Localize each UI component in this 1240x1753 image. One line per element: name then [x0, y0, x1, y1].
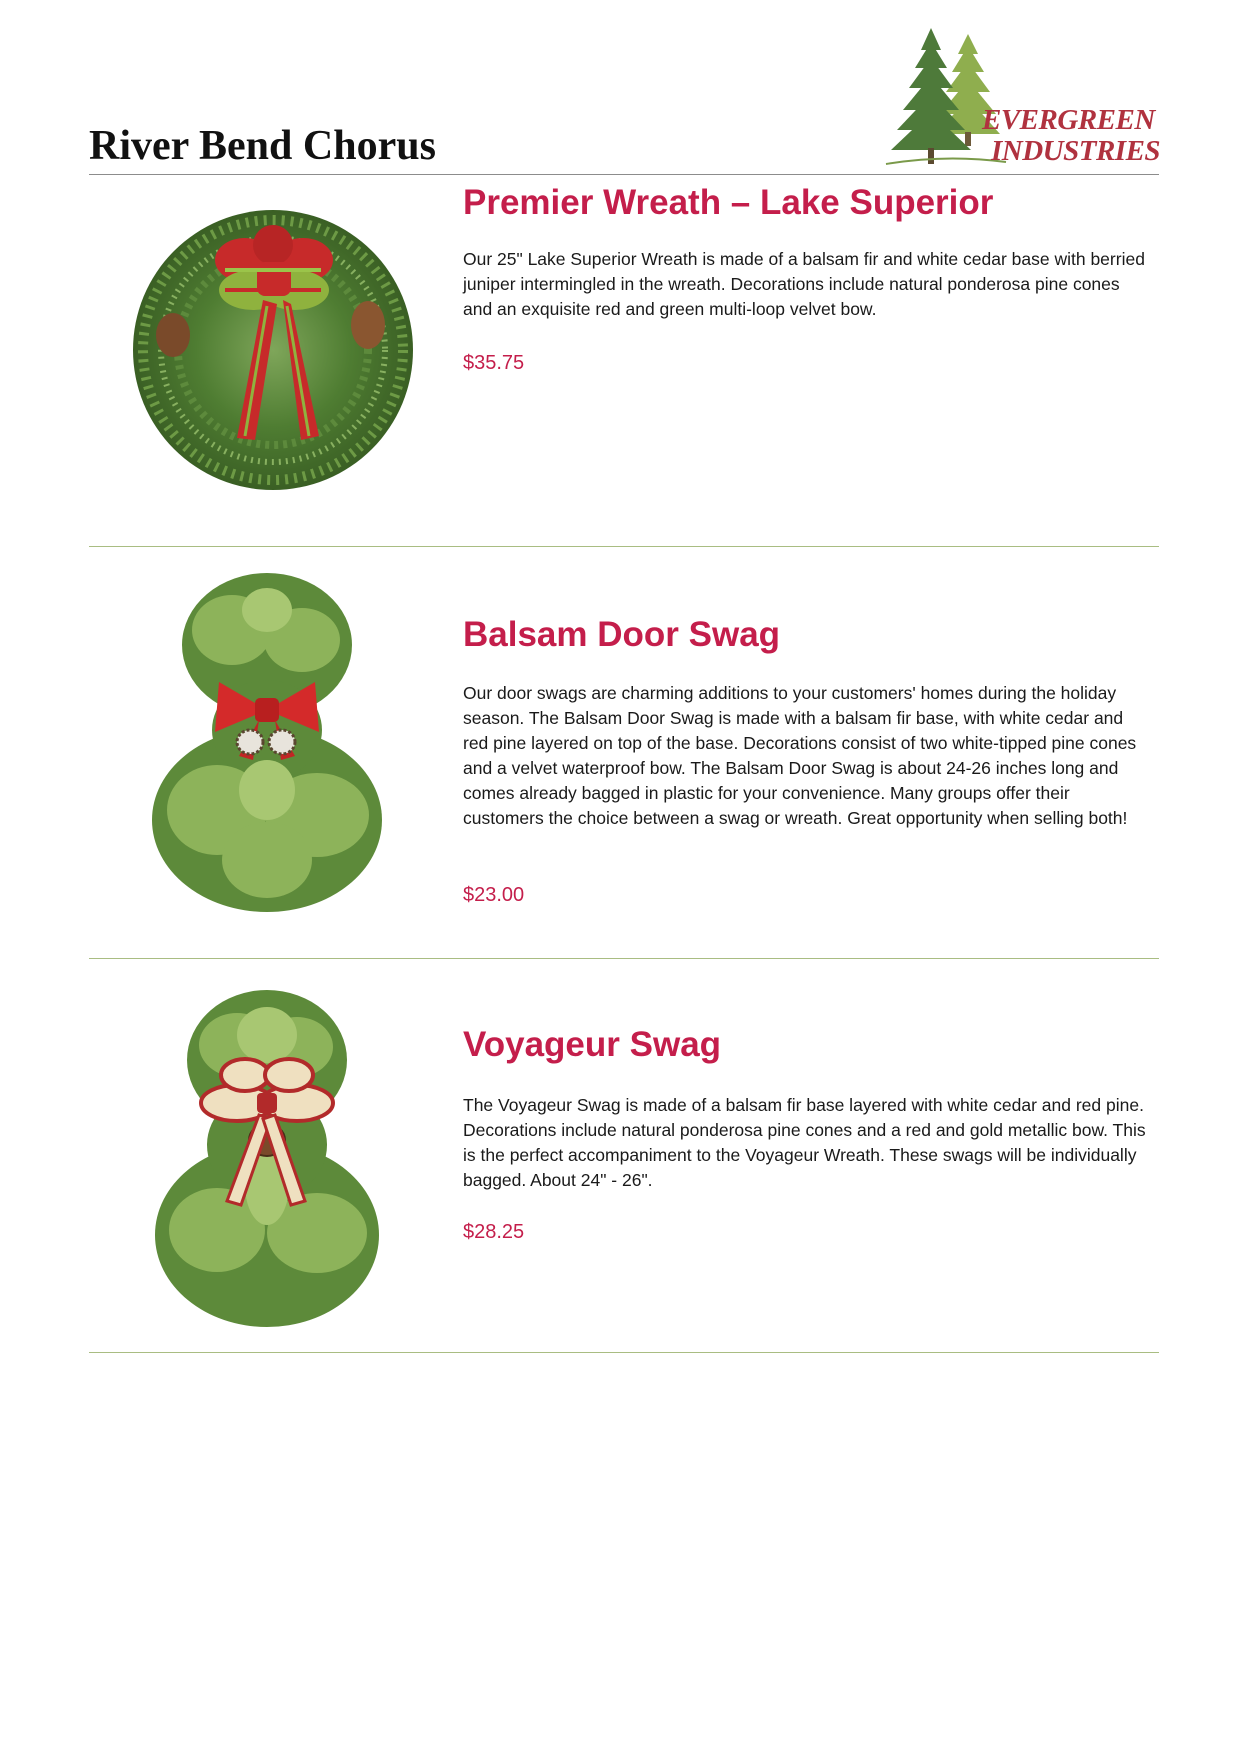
product-description: The Voyageur Swag is made of a balsam fir base layered with white cedar and red pine. Decorations include natural ponderosa pine cones and a red and gold metallic bow. This is the perfect accompaniment to the Voyageur Wreath. These swags will be individually bagged. About 24" - 26".	[463, 1095, 1146, 1190]
section-divider	[89, 546, 1159, 547]
product-description: Our 25" Lake Superior Wreath is made of a balsam fir and white cedar base with berried juniper intermingled in the wreath. Decorations include natural ponderosa pine cones and an exquisite red and green multi-loop velvet bow.	[463, 249, 1145, 319]
section-divider	[89, 958, 1159, 959]
voyageur-swag-image	[137, 985, 397, 1330]
logo-text-line2: INDUSTRIES	[991, 135, 1161, 167]
product-price: $35.75	[463, 352, 525, 374]
product-price: $28.25	[463, 1221, 525, 1243]
page-title: River Bend Chorus	[89, 123, 436, 169]
product-price: $23.00	[463, 884, 525, 906]
product-title: Premier Wreath – Lake Superior	[463, 183, 994, 222]
evergreen-industries-logo	[876, 26, 1166, 172]
header-divider	[89, 174, 1159, 175]
product-title: Balsam Door Swag	[463, 615, 781, 654]
section-divider	[89, 1352, 1159, 1353]
wreath-image	[125, 200, 421, 510]
logo-text-line1: EVERGREEN	[982, 104, 1155, 136]
product-title: Voyageur Swag	[463, 1025, 722, 1064]
door-swag-image	[137, 570, 397, 915]
product-description: Our door swags are charming additions to your customers' homes during the holiday season. The Balsam Door Swag is made with a balsam fir base, with white cedar and red pine layered on top of the base. Decorations consist of two white-tipped pine cones and a velvet waterproof bow. The Balsam Door Swag is about 24-26 inches long and comes already bagged in plastic for your convenience. Many groups offer their customers the choice between a swag or wreath. Great opportunity when selling both!	[463, 683, 1137, 828]
